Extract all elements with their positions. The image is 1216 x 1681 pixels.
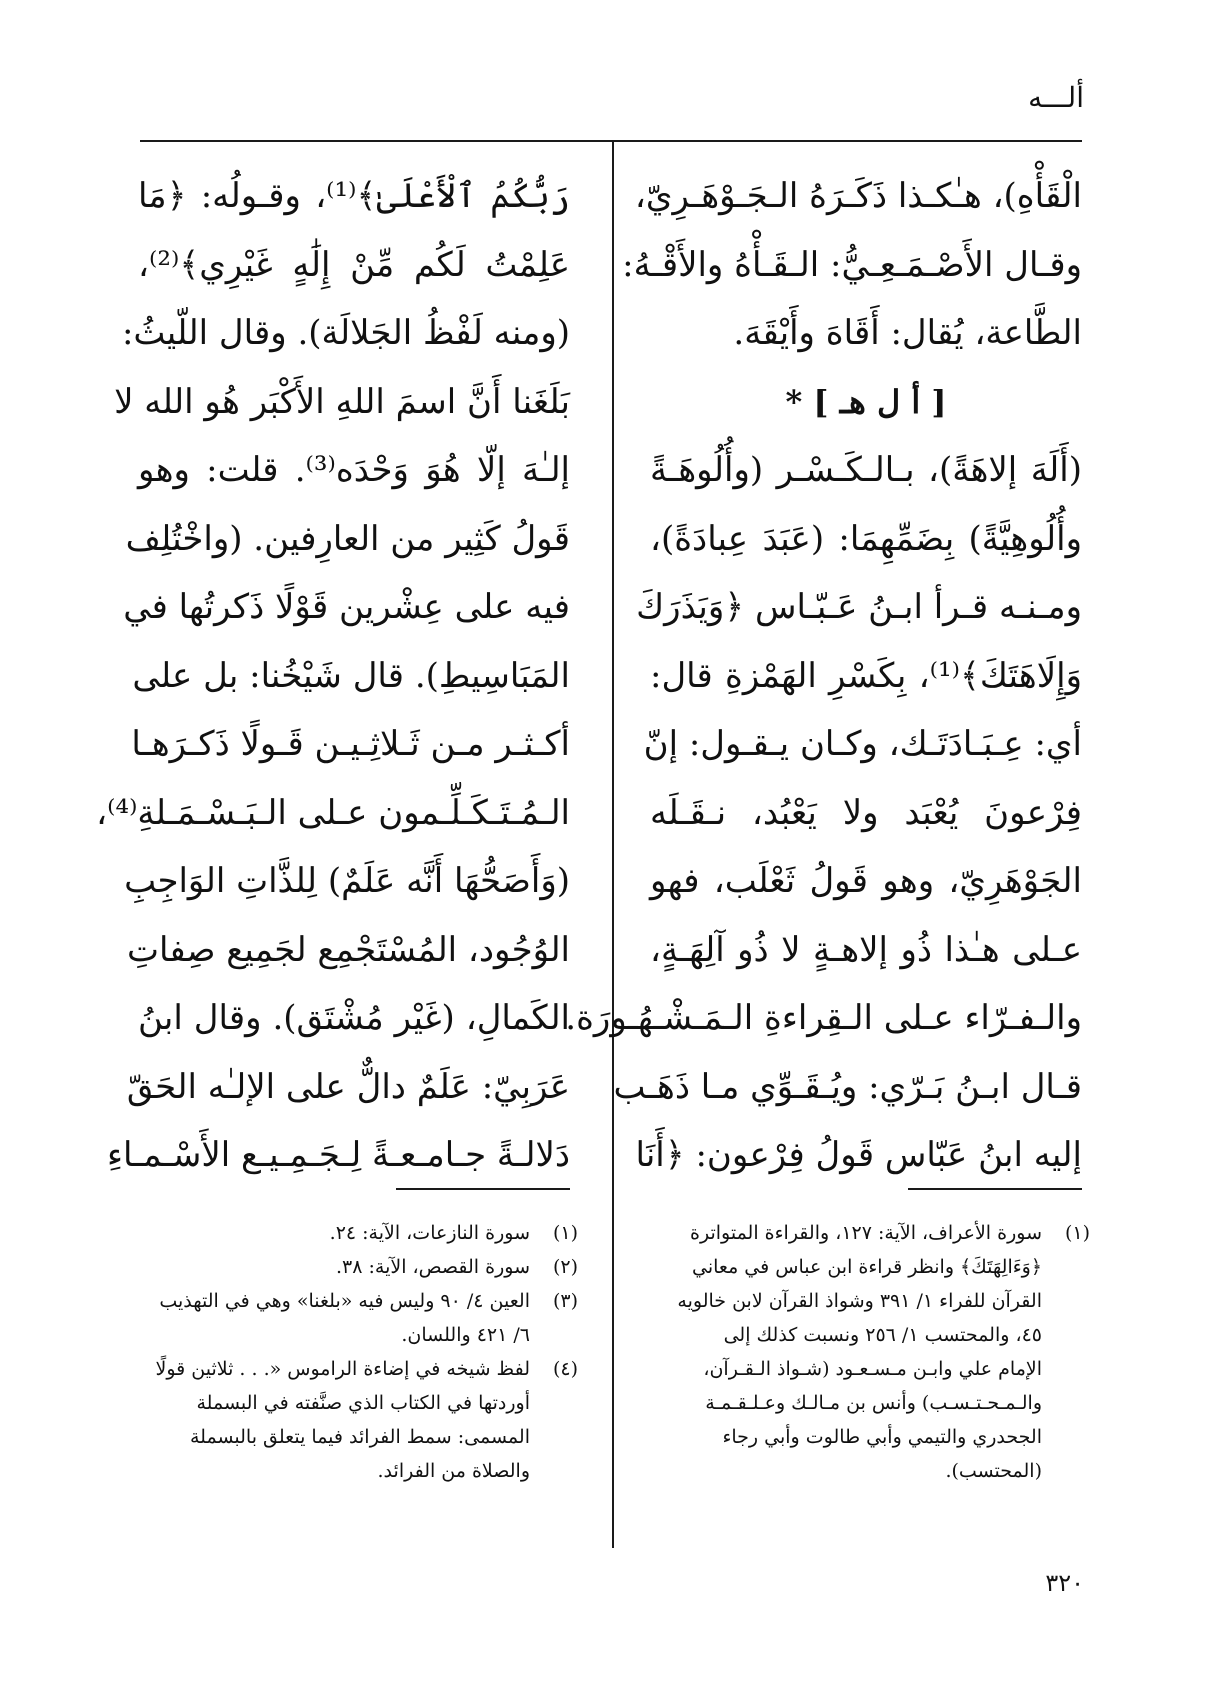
- page-number: ٣٢٠: [1045, 1569, 1084, 1597]
- text-line: وقـال الأَصْـمَـعِـيُّ: الـقَـأْهُ والأَقْـهُ:: [622, 244, 1082, 285]
- text-line: إلـٰهَ إلّا هُوَ وَحْدَه⁽³⁾. قلت: وهو: [138, 450, 570, 490]
- footnote: [138, 1284, 578, 1352]
- text-line: عـلى هـٰذا ذُو إلاهـةٍ لا ذُو آلِهَـةٍ،: [650, 929, 1082, 970]
- text-line: الكَمالِ، (غَيْر مُشْتَق). وقال ابنُ: [138, 998, 570, 1038]
- text-line: والـفـرّاء عـلى الـقِراءةِ الـمَـشْـهُـورَة.: [565, 998, 1082, 1038]
- text-line: رَبُّكُمُ ٱلْأَعْلَىٰ﴾⁽¹⁾، وقـولُه: ﴿مَا: [138, 176, 570, 216]
- footnotes-right: [650, 1216, 1090, 1488]
- footnote-rule-right: [908, 1188, 1082, 1190]
- footnote-line: الإمام علي وابـن مـسـعـود (شـواذ الـقـرآن،: [703, 1358, 1042, 1380]
- footnote-line: سورة القصص، الآية: ٣٨.: [335, 1256, 530, 1278]
- footnote: [650, 1216, 1090, 1488]
- footnote-line: (المحتسب).: [945, 1460, 1042, 1482]
- footnote-line: المسمى: سمط الفرائد فيما يتعلق بالبسملة: [190, 1426, 530, 1448]
- footnote: [138, 1216, 578, 1250]
- text-line: الطَّاعة، يُقال: أَقَاهَ وأَيْقَهَ.: [733, 313, 1082, 353]
- text-line: الجَوْهَرِيّ، وهو قَولُ ثَعْلَب، فهو: [650, 861, 1082, 901]
- text-line: عَلِمْتُ لَكُم مِّنْ إِلَٰهٍ غَيْرِي﴾⁽²⁾،: [138, 244, 570, 285]
- text-line: بَلَغَنا أَنَّ اسمَ اللهِ الأَكْبَر هُو الله لا: [114, 381, 570, 422]
- footnote-number: (٤): [552, 1358, 578, 1380]
- footnote-line: الجحدري والتيمي وأبي طالوت وأبي رجاء: [722, 1426, 1042, 1448]
- text-line: وأُلُوهِيَّةً) بِضَمِّهِمَا: (عَبَدَ عِبادَةً)،: [650, 518, 1082, 559]
- footnote-rule-left: [396, 1188, 570, 1190]
- entry-heading: [ أ ل هـ ] *: [785, 382, 947, 421]
- text-line: ومـنـه قـرأ ابـنُ عَـبّـاس ﴿وَيَذَرَكَ: [636, 587, 1082, 627]
- text-line: الْقَأْهِ)، هـٰكـذا ذَكَـرَهُ الـجَـوْهَـرِيّ،: [634, 176, 1082, 216]
- header-rule: [140, 140, 1082, 142]
- text-line: قَولُ كَثِير من العارِفين. (واخْتُلِف: [125, 518, 570, 559]
- footnote-line: سورة النازعات، الآية: ٢٤.: [329, 1222, 530, 1244]
- footnote-line: سورة الأعراف، الآية: ١٢٧، والقراءة المتواترة: [690, 1222, 1042, 1244]
- footnote-number: (١): [1064, 1222, 1090, 1244]
- right-column: [565, 162, 1082, 1190]
- text-line: الوُجُود، المُسْتَجْمِع لجَمِيع صِفاتِ: [127, 929, 570, 970]
- footnote-number: (٣): [552, 1290, 578, 1312]
- text-line: (وَأَصَحُّهَا أَنَّه عَلَمٌ) لِلذَّاتِ الوَاجِبِ: [124, 861, 570, 901]
- footnote-line: والـمـحـتـسـب) وأنس بن مـالـك وعـلـقـمـة: [705, 1392, 1042, 1414]
- footnote-line: ٤٥، والمحتسب ١/ ٢٥٦ ونسبت كذلك إلى: [723, 1324, 1042, 1346]
- left-column: [96, 162, 570, 1190]
- footnote-line: العين ٤/ ٩٠ وليس فيه «بلغنا» وهي في التهذيب: [159, 1290, 530, 1312]
- footnotes-left: [138, 1216, 578, 1488]
- text-line: فيه على عِشْرين قَوْلًا ذَكرتُها في: [123, 587, 570, 627]
- column-divider: [612, 142, 614, 1548]
- text-line: الـمُـتَـكَـلِّـمون عـلى الـبَـسْـمَـلةِ⁽⁴⁾،: [96, 792, 570, 833]
- text-line: قـال ابـنُ بَـرّي: ويُـقَـوِّي مـا ذَهَـب: [613, 1066, 1082, 1107]
- text-line: (أَلَهَ إلاهَةً)، بـالـكَـسْـر (وأُلُوهَـةً: [650, 450, 1082, 490]
- text-line: وَإِلَاهَتَكَ﴾⁽¹⁾، بِكَسْرِ الهَمْزةِ قال:: [650, 655, 1082, 696]
- footnote-line: والصلاة من الفرائد.: [377, 1460, 530, 1482]
- footnote-line: أوردتها في الكتاب الذي صنَّفته في البسملة: [196, 1392, 530, 1414]
- text-line: إليه ابنُ عَبّاس قَولُ فِرْعون: ﴿أَنَا: [635, 1135, 1082, 1175]
- footnote-line: ﴿وَءَالِهَتَكَ﴾ وانظر قراءة ابن عباس في معاني: [692, 1256, 1042, 1278]
- running-head: ألـــه: [1028, 81, 1084, 114]
- footnote-line: لفظ شيخه في إضاءة الراموس «. . . ثلاثين قولًا: [155, 1358, 530, 1380]
- footnote: [138, 1352, 578, 1488]
- footnote: [138, 1250, 578, 1284]
- text-line: عَرَبِيّ: عَلَمٌ دالٌّ على الإلـٰه الحَقّ: [126, 1066, 570, 1107]
- footnote-number: (١): [552, 1222, 578, 1244]
- footnote-number: (٢): [552, 1256, 578, 1278]
- text-line: فِرْعونَ يُعْبَد ولا يَعْبُد، نـقَـلَه: [650, 792, 1082, 833]
- text-line: (ومنه لَفْظُ الجَلالَة). وقال اللّيثُ:: [121, 313, 570, 353]
- text-line: المَبَاسِيطِ). قال شَيْخُنا: بل على: [132, 655, 570, 696]
- text-line: أي: عِـبَـادَتَـك، وكـان يـقـول: إنّ: [643, 724, 1082, 764]
- footnote-line: القرآن للفراء ١/ ٣٩١ وشواذ القرآن لابن خالويه: [677, 1290, 1042, 1312]
- text-line: أكـثـر مـن ثَـلاثِـيـن قَـولًا ذَكـرَهـا: [131, 724, 570, 764]
- footnote-line: ٦/ ٤٢١ واللسان.: [401, 1324, 530, 1346]
- text-line: دَلالـةً جـامـعـةً لِـجَـمِـيـع الأَسْـمـاءِ: [106, 1135, 570, 1175]
